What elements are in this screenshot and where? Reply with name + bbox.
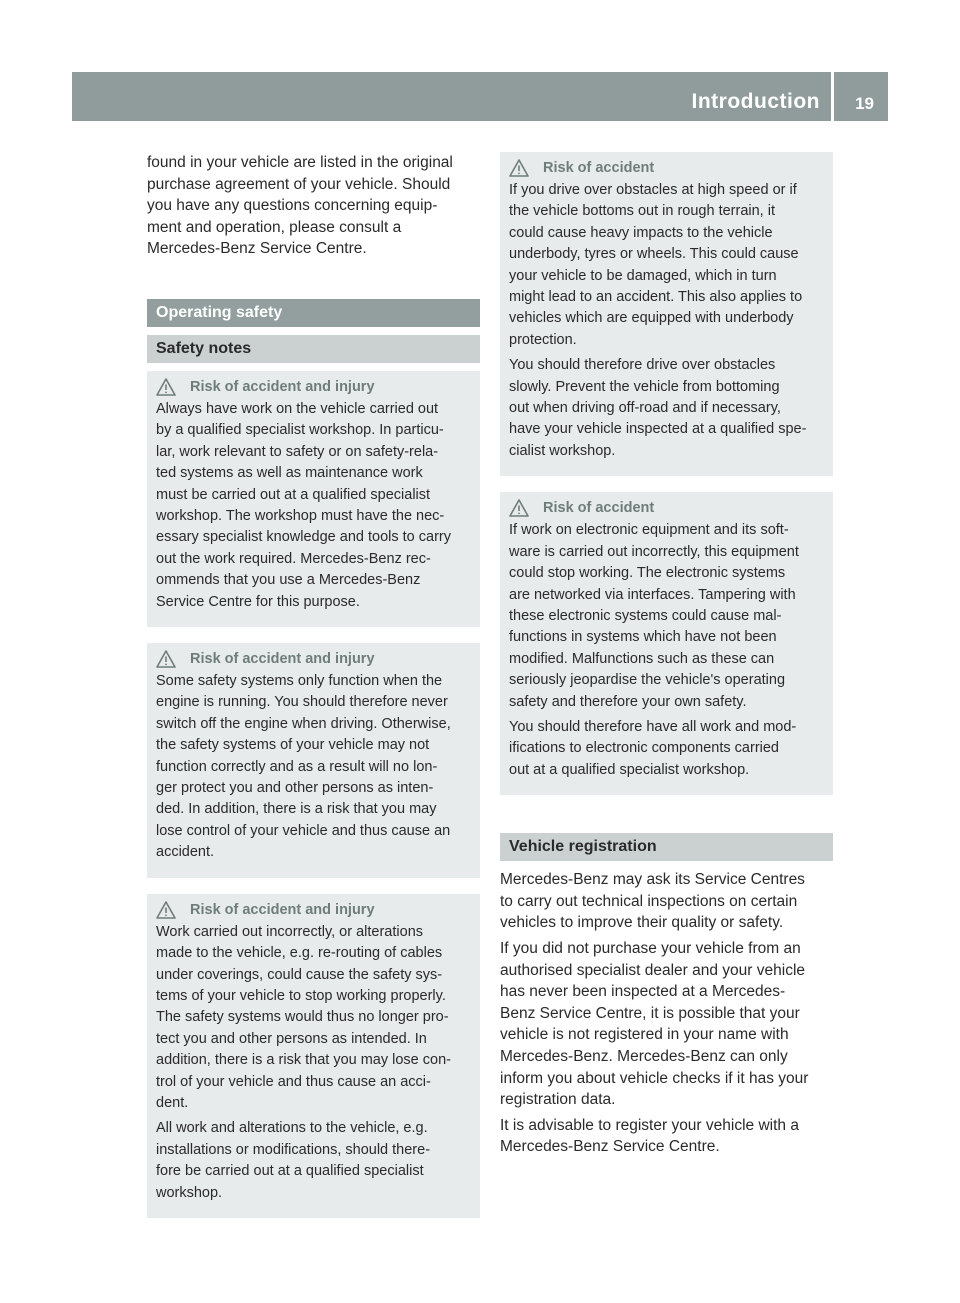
warning-title: Risk of accident and injury [190,378,375,395]
warning-title: Risk of accident [543,500,655,517]
warning-box [147,643,480,878]
subsection-heading-vehicle-registration: Vehicle registration [500,833,833,861]
warning-box [500,152,833,476]
warning-text: Work carried out incorrectly, or alterations made to the vehicle, e.g. re-routing of cables under coverings, could cause the safety sys- tems of your vehicle to stop working properly. The safety systems would thus no longer pro- tect you and other persons as intended. In addition, there is a risk that you may lose con- trol of your vehicle and thus cause an acci- dent. [156,923,451,1111]
warning-text: If work on electronic equipment and its soft- ware is carried out incorrectly, this equipment could stop working. The electronic systems are networked via interfaces. Tampering with these electronic systems could cause mal- functions in systems which have not been modified. Malfunctions such as these can seriously jeopardise the vehicle's operating safety and therefore your own safety. [509,522,799,710]
warning-text: You should therefore drive over obstacles slowly. Prevent the vehicle from bottoming out when driving off-road and if necessary, have your vehicle inspected at a qualified spe- cialist workshop. [509,357,807,459]
warning-text: Some safety systems only function when the engine is running. You should therefore never switch off the engine when driving. Otherwise, the safety systems of your vehicle may not function correctly and as a result will no lon- ger protect you and other persons as inten- ded. In addition, there is a risk that you may lose control of your vehicle and thus cause an accident. [156,673,451,861]
warning-text: You should therefore have all work and mod- ifications to electronic components carried out at a qualified specialist workshop. [509,718,797,778]
warning-triangle-icon [156,901,176,919]
warning-box [500,492,833,795]
page-number: 19 [855,94,874,113]
warning-triangle-icon [156,650,176,668]
paragraph: If you did not purchase your vehicle from an authorised specialist dealer and your vehicle has never been inspected at a Mercedes- Benz Service Centre, it is possible that your vehicle is not registered in your name with Mercedes-Benz. Mercedes-Benz can only inform you about vehicle checks if it has your registration data. [500,939,809,1109]
intro-paragraph: found in your vehicle are listed in the original purchase agreement of your vehicle. Should you have any questions concerning equip- ment and operation, please consult a Mercedes-Benz Service Centre. [147,154,453,258]
warning-box [147,894,480,1218]
right-column [500,152,833,1162]
section-title: Introduction [691,90,820,113]
warning-title: Risk of accident and injury [190,651,375,668]
warning-text: Always have work on the vehicle carried out by a qualified specialist workshop. In particu- lar, work relevant to safety or on safety-rela- ted systems as well as maintenance work must be carried out at a qualified specialist workshop. The workshop must have the nec- essary specialist knowledge and tools to carry out the work required. Mercedes-Benz rec- ommends that you use a Mercedes-Benz Service Centre for this purpose. [156,400,451,610]
page-header [72,72,888,121]
section-heading-operating-safety: Operating safety [147,299,480,327]
warning-triangle-icon [509,159,529,177]
warning-triangle-icon [509,499,529,517]
warning-text: All work and alterations to the vehicle, e.g. installations or modifications, should there- fore be carried out at a qualified specialist workshop. [156,1120,431,1201]
warning-text: If you drive over obstacles at high speed or if the vehicle bottoms out in rough terrain, it could cause heavy impacts to the vehicle underbody, tyres or wheels. This could cause your vehicle to be damaged, which in turn might lead to an accident. This also applies to vehicles which are equipped with underbody protection. [509,182,803,348]
warning-title: Risk of accident and injury [190,901,375,918]
warning-title: Risk of accident [543,160,655,176]
warning-triangle-icon [156,378,176,396]
header-divider [831,72,834,121]
left-column [147,152,480,1218]
warning-box [147,371,480,627]
paragraph: Mercedes-Benz may ask its Service Centres to carry out technical inspections on certain vehicles to improve their quality or safety. [500,871,805,932]
subsection-heading-safety-notes: Safety notes [147,335,480,363]
paragraph: It is advisable to register your vehicle with a Mercedes-Benz Service Centre. [500,1116,799,1156]
